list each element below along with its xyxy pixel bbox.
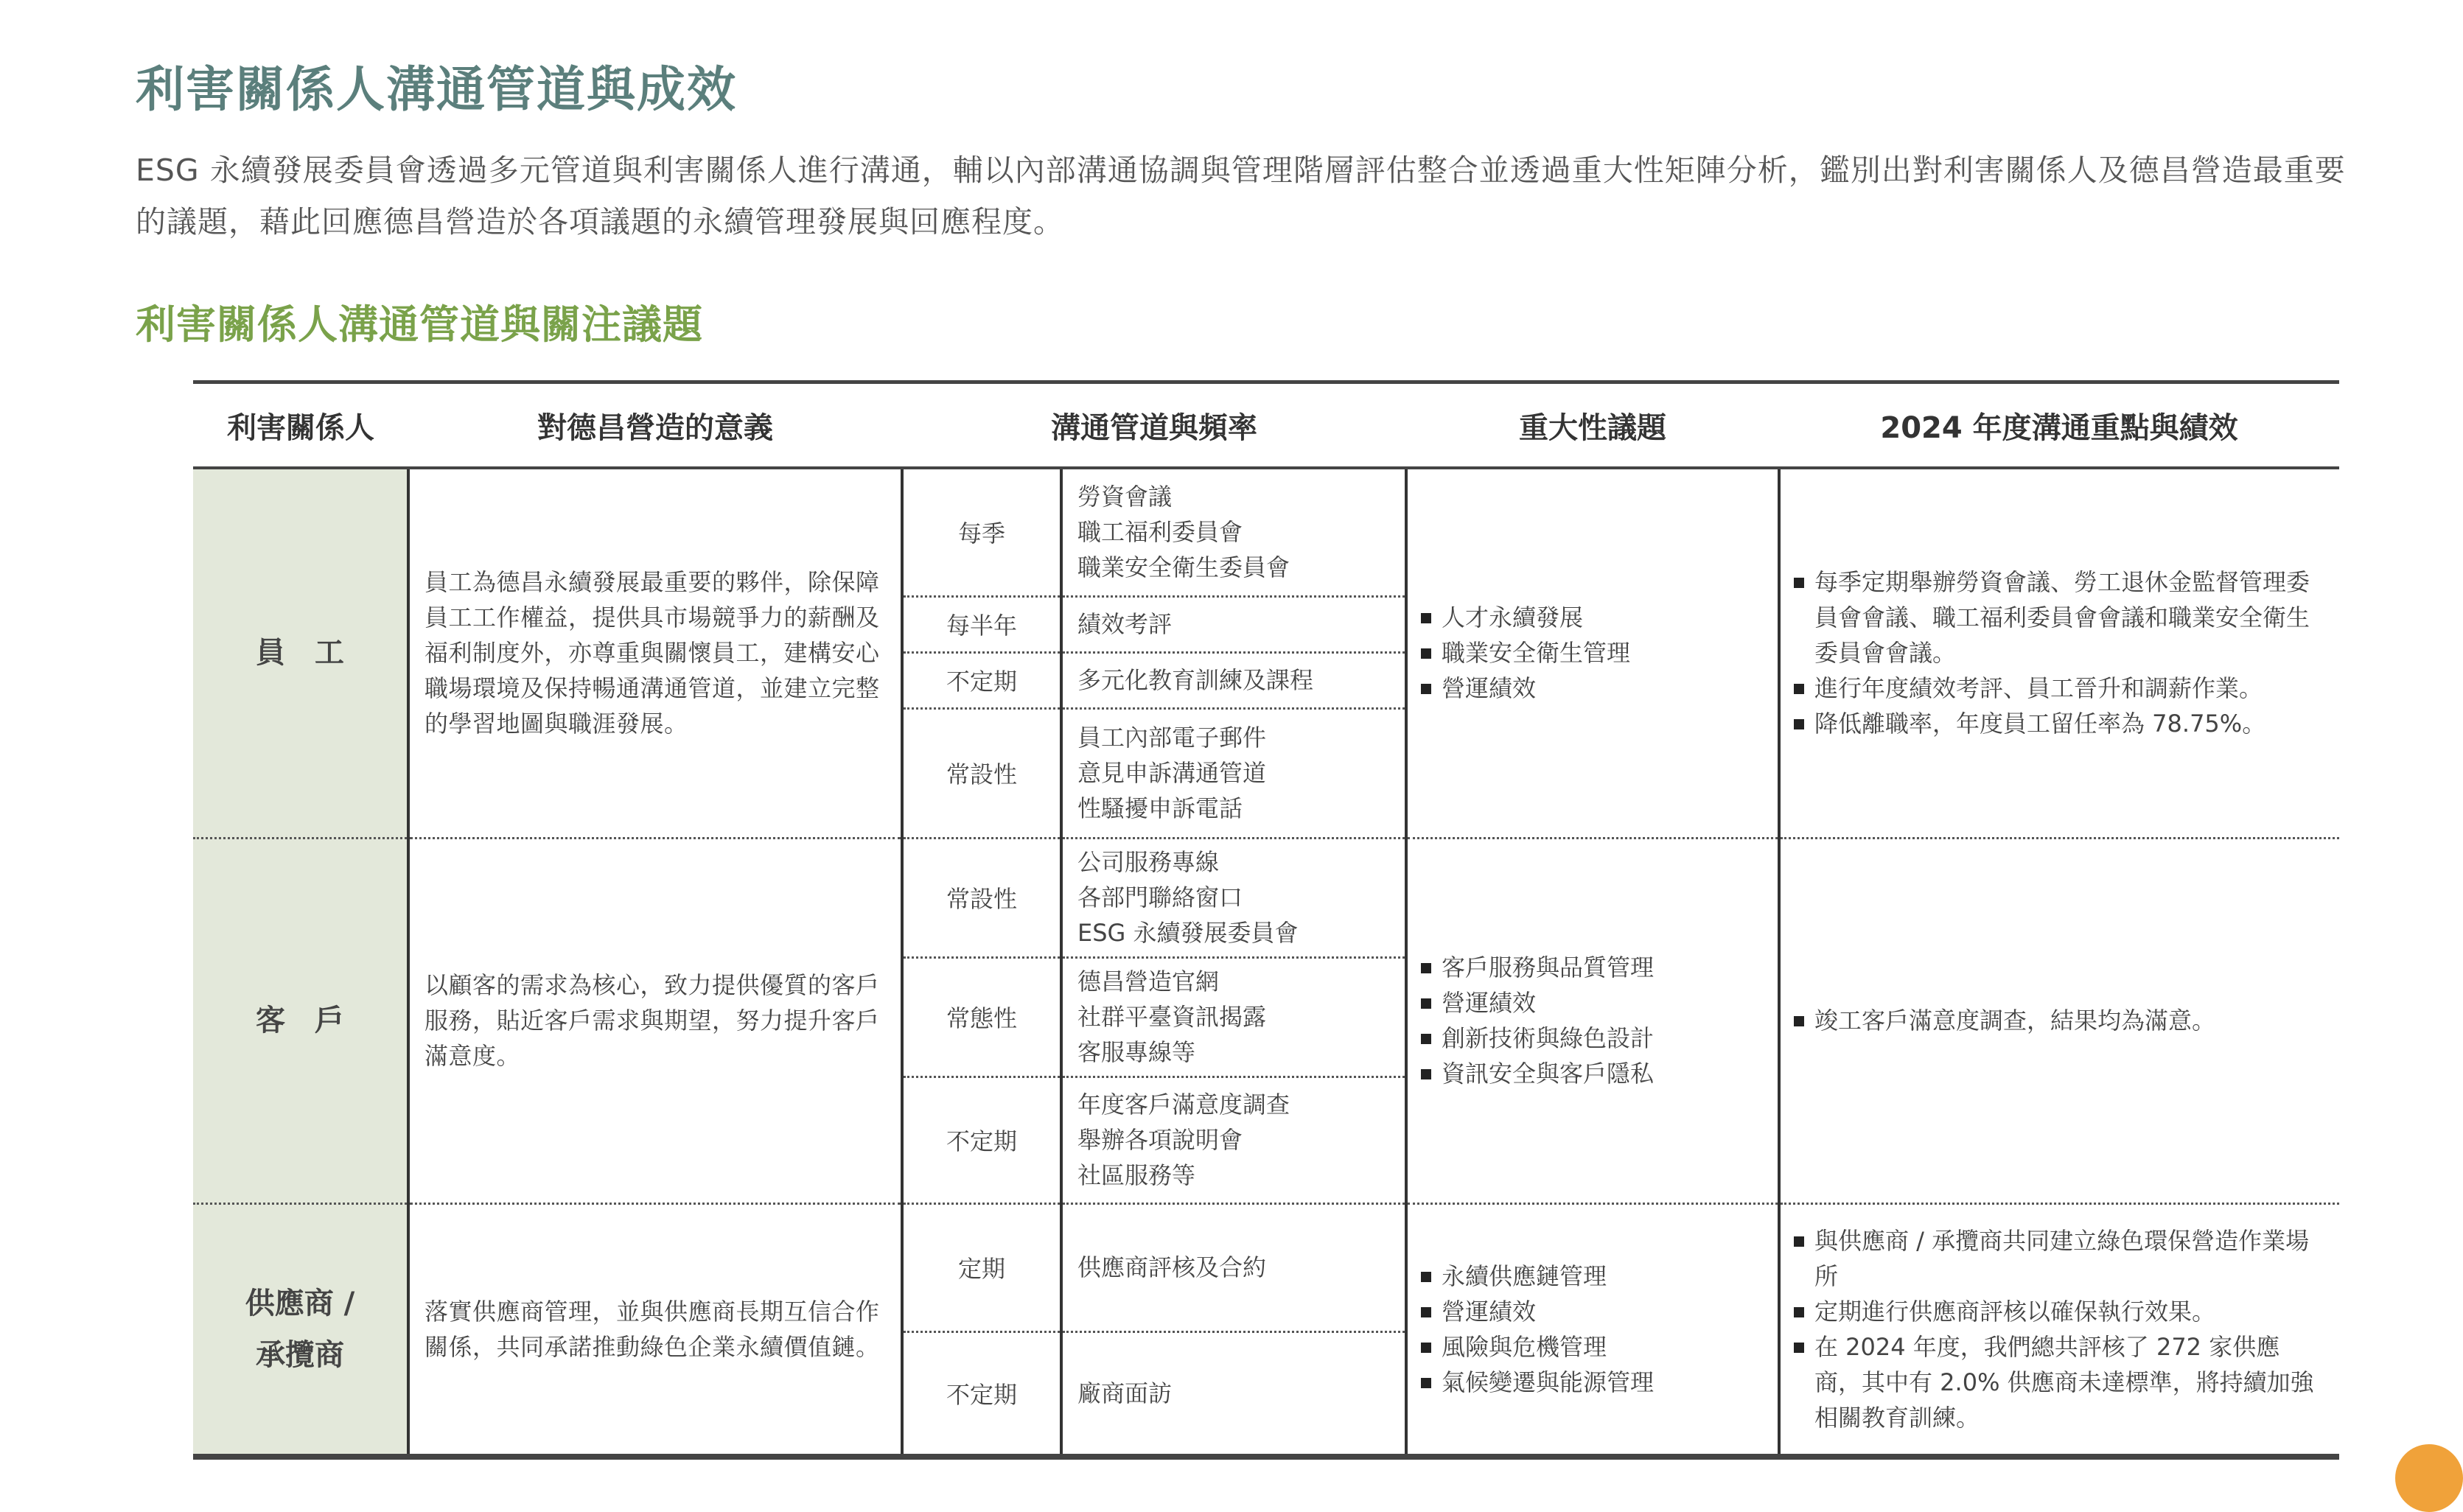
stakeholder-customers bbox=[193, 838, 408, 1203]
performance-item: 竣工客戶滿意度調查，結果均為滿意。 bbox=[1792, 1003, 2321, 1038]
stakeholder-label: 客 戶 bbox=[256, 1004, 344, 1037]
channel-list bbox=[1061, 708, 1406, 838]
section-title: 利害關係人溝通管道與關注議題 bbox=[136, 301, 703, 348]
channel-frequency: 不定期 bbox=[902, 1331, 1061, 1457]
header-meaning: 對德昌營造的意義 bbox=[408, 382, 902, 469]
performance-item: 每季定期舉辦勞資會議、勞工退休金監督管理委員會會議、職工福利委員會會議和職業安全衛生委員會會議。 bbox=[1792, 564, 2321, 671]
performance-suppliers bbox=[1779, 1203, 2339, 1457]
stakeholder-label: 供應商 / bbox=[245, 1286, 355, 1320]
channel-item: ESG 永續發展委員會 bbox=[1077, 919, 1299, 947]
meaning-customers: 以顧客的需求為核心，致力提供優質的客戶服務，貼近客戶需求與期望，努力提升客戶滿意度。 bbox=[408, 838, 902, 1203]
channel-item: 社群平臺資訊揭露 bbox=[1077, 1003, 1267, 1031]
channel-list bbox=[1061, 468, 1406, 596]
channel-frequency: 每半年 bbox=[902, 596, 1061, 652]
topics-customers bbox=[1406, 838, 1779, 1203]
performance-item: 定期進行供應商評核以確保執行效果。 bbox=[1792, 1294, 2321, 1329]
channel-item: 廠商面訪 bbox=[1077, 1379, 1173, 1407]
channel-list bbox=[1061, 1331, 1406, 1457]
performance-item: 與供應商 / 承攬商共同建立綠色環保營造作業場所 bbox=[1792, 1223, 2321, 1294]
table-header-row bbox=[193, 382, 2339, 469]
channel-list bbox=[1061, 1203, 1406, 1331]
channel-list bbox=[1061, 652, 1406, 708]
stakeholder-label: 承攬商 bbox=[256, 1337, 344, 1372]
table-row bbox=[193, 1203, 2339, 1331]
header-performance: 2024 年度溝通重點與績效 bbox=[1779, 382, 2339, 469]
topic-item: 創新技術與綠色設計 bbox=[1419, 1021, 1766, 1056]
table-row bbox=[193, 468, 2339, 596]
topic-item: 營運績效 bbox=[1419, 671, 1766, 706]
channel-frequency: 常設性 bbox=[902, 838, 1061, 957]
topics-suppliers bbox=[1406, 1203, 1779, 1457]
channel-item: 舉辦各項說明會 bbox=[1077, 1126, 1243, 1154]
channel-item: 德昌營造官網 bbox=[1077, 967, 1220, 995]
channel-item: 多元化教育訓練及課程 bbox=[1077, 666, 1314, 694]
stakeholder-label: 員 工 bbox=[256, 636, 344, 671]
performance-customers bbox=[1779, 838, 2339, 1203]
topic-item: 人才永續發展 bbox=[1419, 600, 1766, 635]
page-title: 利害關係人溝通管道與成效 bbox=[136, 61, 737, 118]
performance-employees bbox=[1779, 468, 2339, 838]
channel-item: 年度客戶滿意度調查 bbox=[1077, 1091, 1290, 1119]
performance-item: 降低離職率，年度員工留任率為 78.75%。 bbox=[1792, 706, 2321, 741]
channel-item: 績效考評 bbox=[1077, 610, 1173, 638]
topics-employees bbox=[1406, 468, 1779, 838]
header-topics: 重大性議題 bbox=[1406, 382, 1779, 469]
channel-frequency: 不定期 bbox=[902, 1077, 1061, 1203]
corner-decoration bbox=[2395, 1444, 2463, 1512]
topic-item: 客戶服務與品質管理 bbox=[1419, 950, 1766, 985]
channel-item: 客服專線等 bbox=[1077, 1038, 1196, 1066]
channel-frequency: 每季 bbox=[902, 468, 1061, 596]
channel-item: 公司服務專線 bbox=[1077, 848, 1220, 876]
topic-item: 營運績效 bbox=[1419, 1294, 1766, 1329]
channel-item: 性騷擾申訴電話 bbox=[1077, 794, 1243, 822]
header-stakeholder: 利害關係人 bbox=[193, 382, 408, 469]
channel-list bbox=[1061, 957, 1406, 1077]
meaning-suppliers: 落實供應商管理，並與供應商長期互信合作關係，共同承諾推動綠色企業永續價值鏈。 bbox=[408, 1203, 902, 1457]
header-channels: 溝通管道與頻率 bbox=[902, 382, 1406, 469]
topic-item: 職業安全衛生管理 bbox=[1419, 635, 1766, 671]
channel-frequency: 常態性 bbox=[902, 957, 1061, 1077]
topic-item: 氣候變遷與能源管理 bbox=[1419, 1365, 1766, 1400]
channel-item: 供應商評核及合約 bbox=[1077, 1253, 1267, 1281]
channel-item: 各部門聯絡窗口 bbox=[1077, 883, 1243, 911]
intro-paragraph: ESG 永續發展委員會透過多元管道與利害關係人進行溝通，輔以內部溝通協調與管理階層評估整合並透過重大性矩陣分析，鑑別出對利害關係人及德昌營造最重要的議題，藉此回應德昌營造於各項議題的永續管理發展與回應程度。 bbox=[136, 153, 2346, 239]
channel-list bbox=[1061, 838, 1406, 957]
channel-list bbox=[1061, 596, 1406, 652]
performance-item: 進行年度績效考評、員工晉升和調薪作業。 bbox=[1792, 671, 2321, 706]
table-row bbox=[193, 838, 2339, 957]
topic-item: 資訊安全與客戶隱私 bbox=[1419, 1056, 1766, 1091]
topic-item: 永續供應鏈管理 bbox=[1419, 1259, 1766, 1294]
channel-item: 社區服務等 bbox=[1077, 1161, 1196, 1189]
stakeholder-employees bbox=[193, 468, 408, 838]
performance-item: 在 2024 年度，我們總共評核了 272 家供應商，其中有 2.0% 供應商未達標準，將持續加強相關教育訓練。 bbox=[1792, 1329, 2321, 1435]
channel-item: 意見申訴溝通管道 bbox=[1077, 759, 1267, 787]
channel-frequency: 常設性 bbox=[902, 708, 1061, 838]
channel-frequency: 定期 bbox=[902, 1203, 1061, 1331]
channel-item: 職業安全衛生委員會 bbox=[1077, 553, 1290, 582]
stakeholder-table bbox=[193, 380, 2339, 1460]
topic-item: 風險與危機管理 bbox=[1419, 1329, 1766, 1365]
channel-item: 職工福利委員會 bbox=[1077, 518, 1243, 547]
meaning-employees: 員工為德昌永續發展最重要的夥伴，除保障員工工作權益，提供具市場競爭力的薪酬及福利制度外，亦尊重與關懷員工，建構安心職場環境及保持暢通溝通管道，並建立完整的學習地圖與職涯發展。 bbox=[408, 468, 902, 838]
channel-list bbox=[1061, 1077, 1406, 1203]
topic-item: 營運績效 bbox=[1419, 985, 1766, 1021]
channel-item: 員工內部電子郵件 bbox=[1077, 724, 1267, 752]
channel-item: 勞資會議 bbox=[1077, 483, 1173, 511]
channel-frequency: 不定期 bbox=[902, 652, 1061, 708]
stakeholder-suppliers bbox=[193, 1203, 408, 1457]
